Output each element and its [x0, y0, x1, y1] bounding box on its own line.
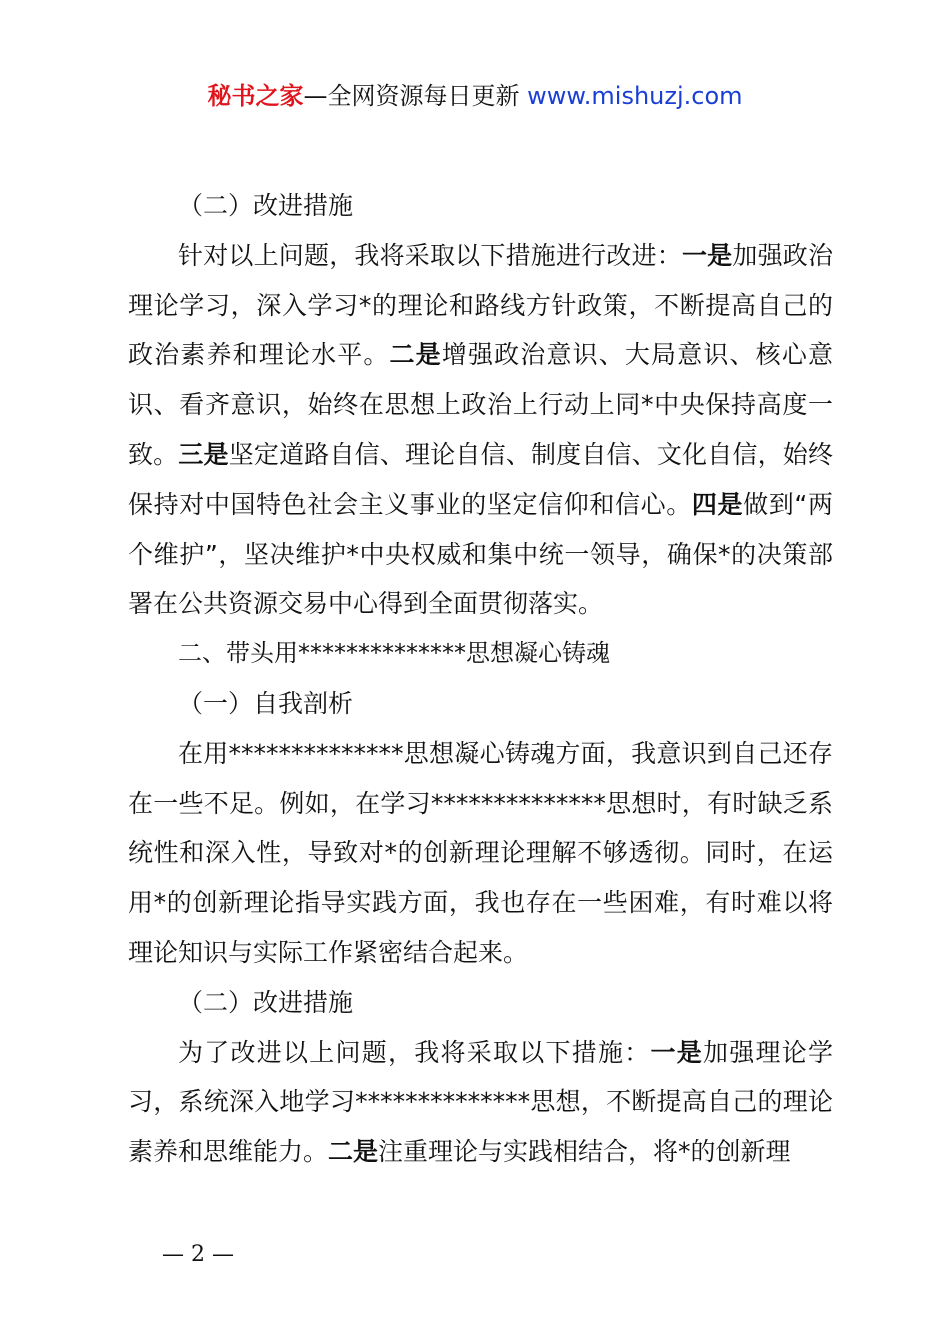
text-run: 加强理论学习，系统深入地学习**************思想，不断提高自己的理论素养和思维能力。	[128, 1037, 833, 1167]
text-run: 坚定道路自信、理论自信、制度自信、文化自信，始终保持对中国特色社会主义事业的坚定信仰和信心。	[128, 439, 833, 519]
section-heading-2: 二、带头用**************思想凝心铸魂	[178, 639, 610, 668]
emphasis-fourth: 四是	[691, 489, 744, 519]
site-header	[0, 80, 950, 112]
emphasis-third: 三是	[178, 439, 229, 469]
text-run: 为了改进以上问题，我将采取以下措施：	[178, 1037, 651, 1067]
text-run: 加强政治理论学习，深入学习*的理论和路线方针政策，不断提高自己的政治素养和理论水平。	[128, 240, 833, 370]
site-url-link[interactable]: www.mishuzj.com	[527, 82, 743, 110]
emphasis-second: 二是	[328, 1137, 379, 1167]
text-run: 注重理论与实践相结合，将*的创新理	[378, 1137, 791, 1167]
subheading-improvement-1: （二）改进措施	[178, 191, 354, 220]
document-body	[128, 181, 833, 1177]
emphasis-first: 一是	[650, 1037, 703, 1067]
emphasis-first: 一是	[681, 240, 733, 270]
text-run: 增强政治意识、大局意识、核心意识、看齐意识，始终在思想上政治上行动上同*中央保持高度一致。	[128, 340, 833, 469]
brand-name: 秘书之家	[207, 82, 304, 110]
header-slogan: —全网资源每日更新	[303, 82, 520, 110]
paragraph-self-analysis: 在用**************思想凝心铸魂方面，我意识到自己还存在一些不足。例如，在学习**************思想时，有时缺乏系统性和深入性，导致对*的创新理论理解不够透彻。同时，在运用*的创新理论指导实践方面，我也存在一些困难，有时难以将理论知识与实际工作紧密结合起来。	[128, 738, 833, 967]
text-run: 针对以上问题，我将采取以下措施进行改进：	[178, 240, 682, 270]
subheading-improvement-2: （二）改进措施	[178, 987, 354, 1017]
paragraph-improvement-measures-1	[128, 231, 833, 629]
page-number: — 2 —	[162, 1242, 234, 1267]
text-run: 做到“两个维护”，坚决维护*中央权威和集中统一领导，确保*的决策部署在公共资源交易中心得到全面贯彻落实。	[128, 489, 833, 619]
paragraph-improvement-measures-2	[128, 1028, 833, 1177]
emphasis-second: 二是	[389, 340, 442, 370]
subheading-self-analysis: （一）自我剖析	[178, 688, 354, 718]
